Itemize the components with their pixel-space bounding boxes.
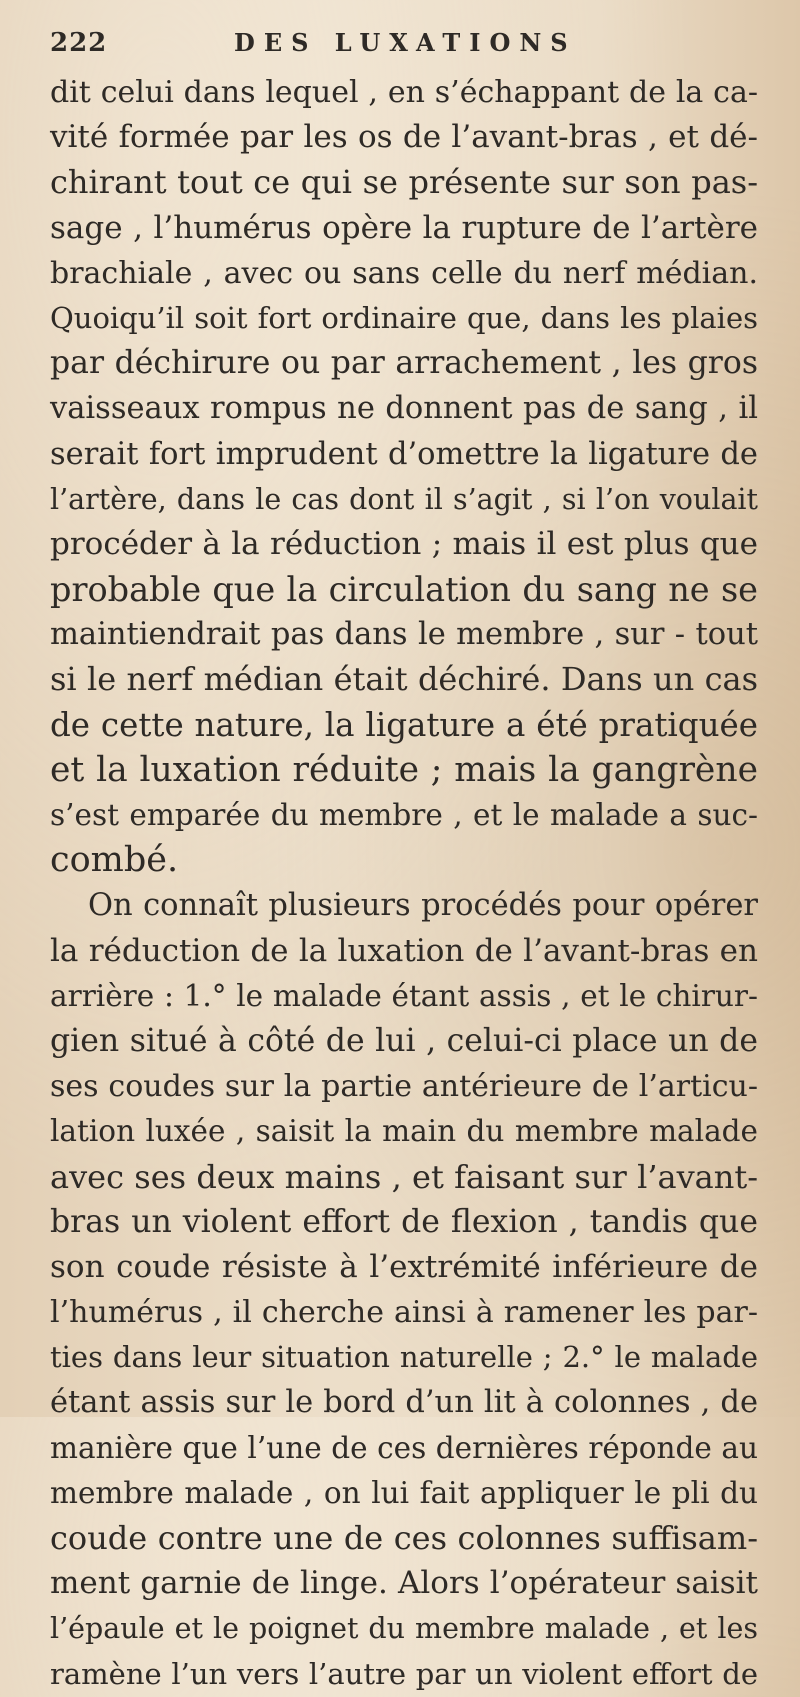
text-line: vité formée par les os de l’avant-bras , et dé- — [50, 119, 758, 156]
text-line: étant assis sur le bord d’un lit à colonnes , de — [50, 1385, 758, 1421]
text-line: procéder à la réduction ; mais il est plus que — [50, 525, 758, 562]
page-number: 222 — [50, 28, 108, 58]
text-line: Quoiqu’il soit fort ordinaire que, dans les plaies — [50, 300, 758, 335]
text-line: serait fort imprudent d’omettre la ligature de — [50, 436, 758, 472]
text-line: par déchirure ou par arrachement , les gros — [50, 345, 758, 382]
text-line: manière que l’une de ces dernières réponde au — [50, 1430, 758, 1465]
text-line: son coude résiste à l’extrémité inférieure de — [50, 1248, 758, 1285]
text-line: gien situé à côté de lui , celui-ci place un de — [50, 1022, 758, 1059]
text-line: s’est emparée du membre , et le malade a suc- — [50, 798, 758, 832]
text-line: vaisseaux rompus ne donnent pas de sang , il — [50, 391, 758, 427]
text-line: si le nerf médian était déchiré. Dans un cas — [50, 660, 758, 699]
text-line: sage , l’humérus opère la rupture de l’artère — [50, 209, 758, 246]
text-line-paragraph-start: On connaît plusieurs procédés pour opérer — [88, 888, 758, 924]
text-line: dit celui dans lequel , en s’échappant de la ca- — [50, 75, 758, 110]
text-line: ramène l’un vers l’autre par un violent effort de — [50, 1656, 758, 1691]
text-line-paragraph-end: combé. — [50, 840, 179, 881]
text-line: l’humérus , il cherche ainsi à ramener les par- — [50, 1295, 758, 1331]
text-line: ses coudes sur la partie antérieure de l’articu- — [50, 1069, 758, 1105]
text-line: brachiale , avec ou sans celle du nerf médian. — [50, 255, 758, 291]
body-text — [50, 70, 758, 1697]
text-line: l’artère, dans le cas dont il s’agit , si l’on voulait — [50, 482, 758, 516]
text-line: probable que la circulation du sang ne se — [50, 570, 758, 610]
text-line: l’épaule et le poignet du membre malade , et les — [50, 1612, 758, 1646]
text-line: la réduction de la luxation de l’avant-bras en — [50, 932, 758, 969]
text-line: coude contre une de ces colonnes suffisam- — [50, 1519, 758, 1557]
text-line: avec ses deux mains , et faisant sur l’avant- — [50, 1157, 758, 1196]
text-line: chirant tout ce qui se présente sur son pas- — [50, 163, 758, 202]
text-line: ment garnie de linge. Alors l’opérateur saisit — [50, 1565, 758, 1602]
running-title: DES LUXATIONS — [234, 28, 577, 57]
text-line: ties dans leur situation naturelle ; 2.° le malade — [50, 1340, 758, 1375]
running-header — [50, 28, 750, 68]
text-line: lation luxée , saisit la main du membre malade — [50, 1114, 758, 1149]
text-line: de cette nature, la ligature a été pratiquée — [50, 705, 758, 744]
text-line: arrière : 1.° le malade étant assis , et le chirur- — [50, 978, 758, 1013]
text-line: maintiendrait pas dans le membre , sur - tout — [50, 617, 758, 653]
text-line: membre malade , on lui fait appliquer le pli du — [50, 1475, 758, 1510]
text-line: bras un violent effort de flexion , tandis que — [50, 1203, 758, 1240]
text-line: et la luxation réduite ; mais la gangrène — [50, 749, 758, 790]
